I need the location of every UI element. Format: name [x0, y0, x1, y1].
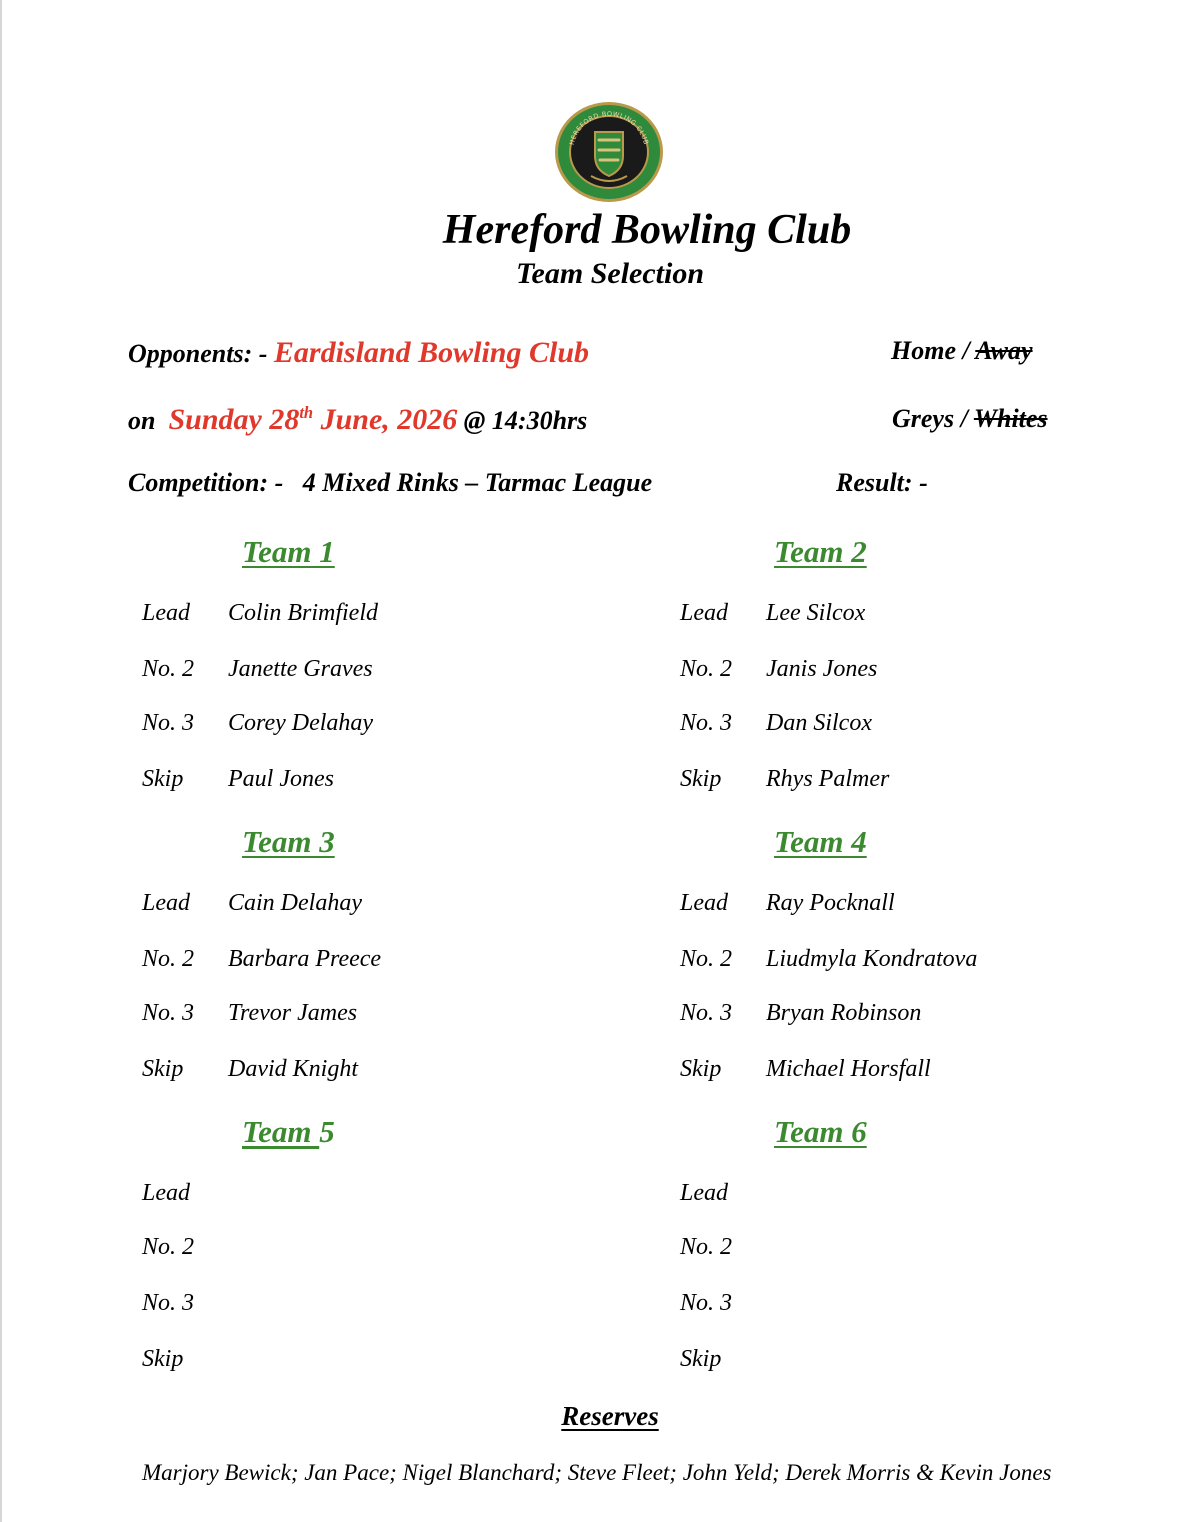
- team-4-player-skip: Michael Horsfall: [766, 1056, 931, 1082]
- page-subtitle: Team Selection: [515, 257, 705, 290]
- competition-line: [128, 468, 652, 498]
- team-6-role-no3: No. 3: [680, 1290, 733, 1316]
- whites-label: Whites: [973, 404, 1048, 433]
- team-3-role-no3: No. 3: [142, 1000, 195, 1026]
- team-1-role-lead: Lead: [142, 600, 190, 626]
- home-away: [891, 336, 1033, 366]
- team-6-heading: Team 6: [774, 1114, 867, 1149]
- team-1-player-skip: Paul Jones: [228, 766, 334, 792]
- reserves-list: Marjory Bewick; Jan Pace; Nigel Blanchard; Steve Fleet; John Yeld; Derek Morris & Kevin Jones: [142, 1460, 1052, 1485]
- match-date: Sunday 28th June, 2026: [168, 403, 458, 436]
- team-3-player-skip: David Knight: [228, 1056, 358, 1082]
- team-4-role-no3: No. 3: [680, 1000, 733, 1026]
- reserves-heading: Reserves: [561, 1401, 659, 1431]
- team-3-heading: Team 3: [242, 824, 335, 859]
- on-label: on: [128, 406, 156, 435]
- team-3-role-no2: No. 2: [142, 946, 195, 972]
- team-4-heading: Team 4: [774, 824, 867, 859]
- team-4-player-lead: Ray Pocknall: [766, 890, 895, 916]
- team-5-role-no3: No. 3: [142, 1290, 195, 1316]
- home-label: Home /: [891, 336, 970, 365]
- opponents-line: [128, 336, 589, 370]
- team-3-role-lead: Lead: [142, 890, 190, 916]
- match-time: @ 14:30hrs: [463, 406, 588, 435]
- opponents-label: Opponents: -: [128, 339, 268, 368]
- team-1-role-no3: No. 3: [142, 710, 195, 736]
- away-label: Away: [975, 336, 1033, 365]
- team-2-role-skip: Skip: [680, 766, 722, 792]
- team-4-role-skip: Skip: [680, 1056, 722, 1082]
- crest-ring-text: HEREFORD BOWLING CLUB: [567, 109, 651, 146]
- team-3-player-no2: Barbara Preece: [228, 946, 382, 972]
- team-1-heading: Team 1: [242, 534, 335, 569]
- kit-colour: [892, 404, 1048, 434]
- team-4-player-no3: Bryan Robinson: [766, 1000, 922, 1026]
- result-label: Result: -: [836, 468, 928, 497]
- greys-label: Greys /: [892, 404, 968, 433]
- team-4-player-no2: Liudmyla Kondratova: [766, 946, 978, 972]
- team-1-player-lead: Colin Brimfield: [228, 600, 378, 626]
- team-4-role-lead: Lead: [680, 890, 728, 916]
- team-5-role-no2: No. 2: [142, 1234, 195, 1260]
- team-5-role-skip: Skip: [142, 1346, 184, 1372]
- team-3-player-lead: Cain Delahay: [228, 890, 362, 916]
- team-6-role-no2: No. 2: [680, 1234, 733, 1260]
- competition-value: 4 Mixed Rinks – Tarmac League: [302, 468, 653, 497]
- team-2-player-no2: Janis Jones: [766, 656, 878, 682]
- competition-label: Competition: -: [128, 468, 284, 497]
- date-line: [128, 403, 587, 437]
- team-1-player-no3: Corey Delahay: [228, 710, 374, 736]
- team-5-heading: Team 5: [242, 1114, 335, 1149]
- team-5-role-lead: Lead: [142, 1180, 190, 1206]
- team-1-role-skip: Skip: [142, 766, 184, 792]
- club-crest-logo: [553, 100, 665, 204]
- club-title: Hereford Bowling Club: [442, 207, 852, 253]
- team-2-role-lead: Lead: [680, 600, 728, 626]
- team-2-player-no3: Dan Silcox: [766, 710, 872, 736]
- team-2-player-lead: Lee Silcox: [766, 600, 866, 626]
- team-1-player-no2: Janette Graves: [228, 656, 373, 682]
- team-2-role-no2: No. 2: [680, 656, 733, 682]
- opponents-value: Eardisland Bowling Club: [273, 336, 590, 369]
- team-2-role-no3: No. 3: [680, 710, 733, 736]
- team-4-role-no2: No. 2: [680, 946, 733, 972]
- team-6-role-lead: Lead: [680, 1180, 728, 1206]
- team-2-player-skip: Rhys Palmer: [766, 766, 890, 792]
- team-3-role-skip: Skip: [142, 1056, 184, 1082]
- team-1-role-no2: No. 2: [142, 656, 195, 682]
- team-6-role-skip: Skip: [680, 1346, 722, 1372]
- team-3-player-no3: Trevor James: [228, 1000, 358, 1026]
- team-2-heading: Team 2: [774, 534, 867, 569]
